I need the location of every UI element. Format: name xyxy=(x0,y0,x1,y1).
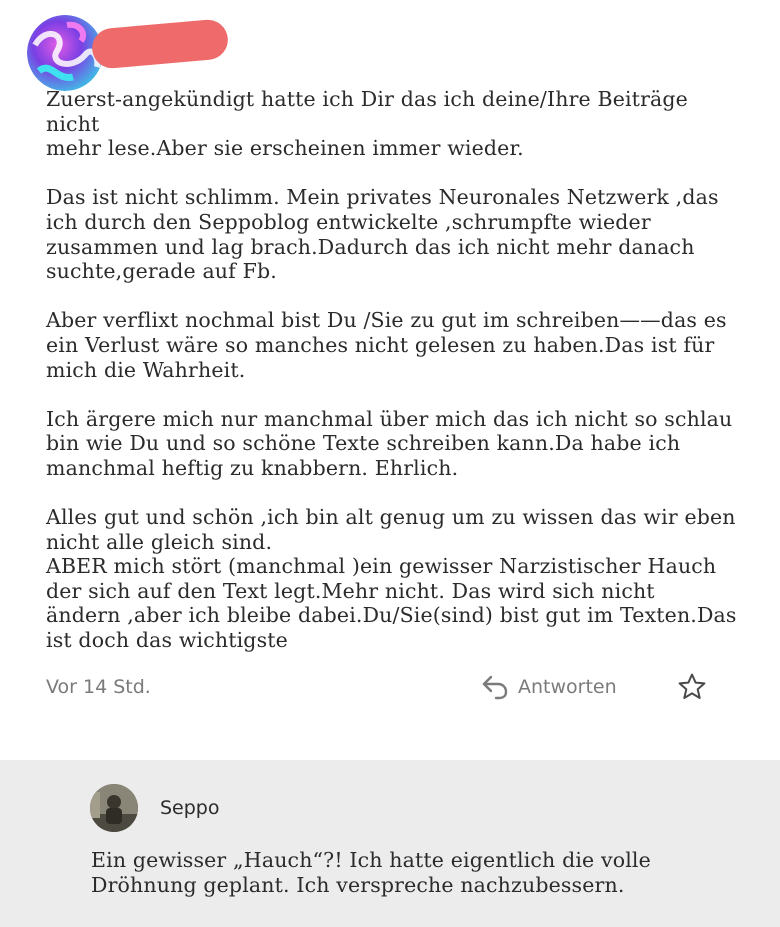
reply-button[interactable] xyxy=(480,672,617,702)
reply-button-label: Antworten xyxy=(518,676,617,698)
reply-arrow-icon xyxy=(480,672,510,702)
comment-paragraph: Das ist nicht schlimm. Mein privates Neuronales Netzwerk ,das ich durch den Seppoblog entwickelte ,schrumpfte wieder zusammen und lag brach.Dadurch das ich nicht mehr danach suchte,gerade auf Fb. xyxy=(46,185,719,284)
comment-paragraph: Aber verflixt nochmal bist Du /Sie zu gut im schreiben——das es ein Verlust wäre so manches nicht gelesen zu haben.Das ist für mich die Wahrheit. xyxy=(46,308,727,382)
favorite-button[interactable] xyxy=(676,671,708,703)
comment-paragraph: Alles gut und schön ,ich bin alt genug um zu wissen das wir eben nicht alle gleich sind. ABER mich stört (manchmal )ein gewisser Narzistischer Hauch der sich auf den Text legt.Mehr nicht. Das wird sich nicht ändern ,aber ich bleibe dabei.Du/Sie(sind) bist gut im Texten.Das ist doch das wichtigste xyxy=(46,505,737,653)
comment-timestamp: Vor 14 Std. xyxy=(46,676,151,698)
comment-paragraph: Zuerst-angekündigt hatte ich Dir das ich deine/Ihre Beiträge nicht mehr lese.Aber sie erscheinen immer wieder. xyxy=(46,87,688,161)
comment-paragraph: Ich ärgere mich nur manchmal über mich das ich nicht so schlau bin wie Du und so schöne Texte schreiben kann.Da habe ich manchmal heftig zu knabbern. Ehrlich. xyxy=(46,406,733,480)
commenter-avatar[interactable] xyxy=(27,15,103,91)
redacted-username xyxy=(91,18,230,70)
comment-text xyxy=(46,87,746,653)
reply-author-name[interactable]: Seppo xyxy=(160,797,220,819)
reply-author-avatar[interactable] xyxy=(90,784,138,832)
reply-thread xyxy=(0,760,780,927)
reply-text: Ein gewisser „Hauch“?! Ich hatte eigentlich die volle Dröhnung geplant. Ich verspreche nachzubessern. xyxy=(91,848,651,897)
star-outline-icon xyxy=(676,671,708,703)
